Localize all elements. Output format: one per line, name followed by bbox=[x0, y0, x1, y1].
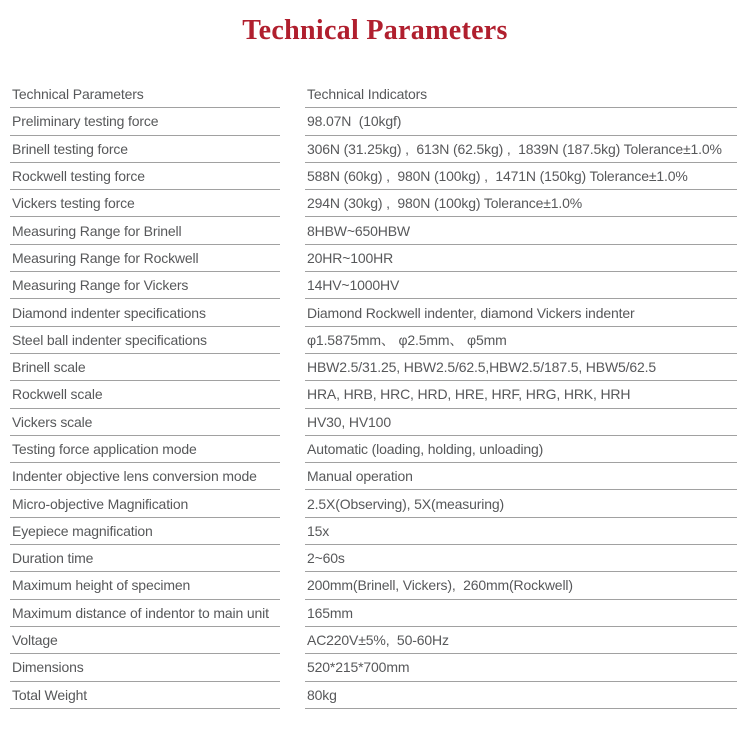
parameter-value: 80kg bbox=[305, 682, 737, 709]
page-title: Technical Parameters bbox=[242, 15, 508, 46]
parameter-name: Dimensions bbox=[10, 654, 280, 681]
parameter-value: AC220V±5%, 50-60Hz bbox=[305, 627, 737, 654]
parameter-name: Preliminary testing force bbox=[10, 108, 280, 135]
table-row bbox=[10, 463, 737, 490]
table-row bbox=[10, 354, 737, 381]
parameter-name: Vickers testing force bbox=[10, 190, 280, 217]
table-row bbox=[10, 190, 737, 217]
parameter-value: 2~60s bbox=[305, 545, 737, 572]
table-row bbox=[10, 627, 737, 654]
table-row bbox=[10, 136, 737, 163]
table-header-row bbox=[10, 81, 737, 108]
parameter-value: 306N (31.25kg) , 613N (62.5kg) , 1839N (187.5kg) Tolerance±1.0% bbox=[305, 136, 737, 163]
table-row bbox=[10, 572, 737, 599]
table-row bbox=[10, 245, 737, 272]
parameter-value: 165mm bbox=[305, 600, 737, 627]
parameter-value: 15x bbox=[305, 518, 737, 545]
parameter-value: Automatic (loading, holding, unloading) bbox=[305, 436, 737, 463]
table-row bbox=[10, 108, 737, 135]
column-header-parameters: Technical Parameters bbox=[10, 81, 280, 108]
parameter-value: 14HV~1000HV bbox=[305, 272, 737, 299]
parameter-value: Diamond Rockwell indenter, diamond Vickers indenter bbox=[305, 299, 737, 326]
table-row bbox=[10, 518, 737, 545]
parameter-value: 294N (30kg) , 980N (100kg) Tolerance±1.0% bbox=[305, 190, 737, 217]
parameter-value: 588N (60kg) , 980N (100kg) , 1471N (150kg) Tolerance±1.0% bbox=[305, 163, 737, 190]
parameter-name: Maximum height of specimen bbox=[10, 572, 280, 599]
table-row bbox=[10, 436, 737, 463]
table-row bbox=[10, 682, 737, 709]
parameters-table bbox=[10, 81, 737, 709]
parameter-name: Indenter objective lens conversion mode bbox=[10, 463, 280, 490]
table-row bbox=[10, 545, 737, 572]
parameter-value: 520*215*700mm bbox=[305, 654, 737, 681]
parameter-name: Measuring Range for Brinell bbox=[10, 217, 280, 244]
parameter-value: Manual operation bbox=[305, 463, 737, 490]
parameter-name: Voltage bbox=[10, 627, 280, 654]
table-row bbox=[10, 381, 737, 408]
table-row bbox=[10, 272, 737, 299]
parameter-name: Brinell testing force bbox=[10, 136, 280, 163]
parameter-value: HBW2.5/31.25, HBW2.5/62.5,HBW2.5/187.5, HBW5/62.5 bbox=[305, 354, 737, 381]
table-row bbox=[10, 299, 737, 326]
parameter-name: Maximum distance of indentor to main unit bbox=[10, 600, 280, 627]
table-row bbox=[10, 490, 737, 517]
parameter-value: 20HR~100HR bbox=[305, 245, 737, 272]
parameter-value: 200mm(Brinell, Vickers), 260mm(Rockwell) bbox=[305, 572, 737, 599]
parameter-name: Testing force application mode bbox=[10, 436, 280, 463]
parameter-name: Vickers scale bbox=[10, 409, 280, 436]
parameter-value: 98.07N (10kgf) bbox=[305, 108, 737, 135]
table-row bbox=[10, 409, 737, 436]
parameter-name: Total Weight bbox=[10, 682, 280, 709]
parameter-name: Measuring Range for Vickers bbox=[10, 272, 280, 299]
parameter-value: 8HBW~650HBW bbox=[305, 217, 737, 244]
parameter-name: Diamond indenter specifications bbox=[10, 299, 280, 326]
parameter-value: HV30, HV100 bbox=[305, 409, 737, 436]
table-row bbox=[10, 327, 737, 354]
parameter-name: Duration time bbox=[10, 545, 280, 572]
column-header-indicators: Technical Indicators bbox=[305, 81, 737, 108]
table-row bbox=[10, 654, 737, 681]
parameter-name: Measuring Range for Rockwell bbox=[10, 245, 280, 272]
parameter-name: Steel ball indenter specifications bbox=[10, 327, 280, 354]
parameter-value: 2.5X(Observing), 5X(measuring) bbox=[305, 490, 737, 517]
parameter-value: φ1.5875mm、 φ2.5mm、 φ5mm bbox=[305, 327, 737, 354]
parameter-value: HRA, HRB, HRC, HRD, HRE, HRF, HRG, HRK, HRH bbox=[305, 381, 737, 408]
parameter-name: Rockwell scale bbox=[10, 381, 280, 408]
table-row bbox=[10, 163, 737, 190]
parameter-name: Micro-objective Magnification bbox=[10, 490, 280, 517]
table-row bbox=[10, 217, 737, 244]
table-row bbox=[10, 600, 737, 627]
parameter-name: Eyepiece magnification bbox=[10, 518, 280, 545]
parameter-name: Rockwell testing force bbox=[10, 163, 280, 190]
parameter-name: Brinell scale bbox=[10, 354, 280, 381]
